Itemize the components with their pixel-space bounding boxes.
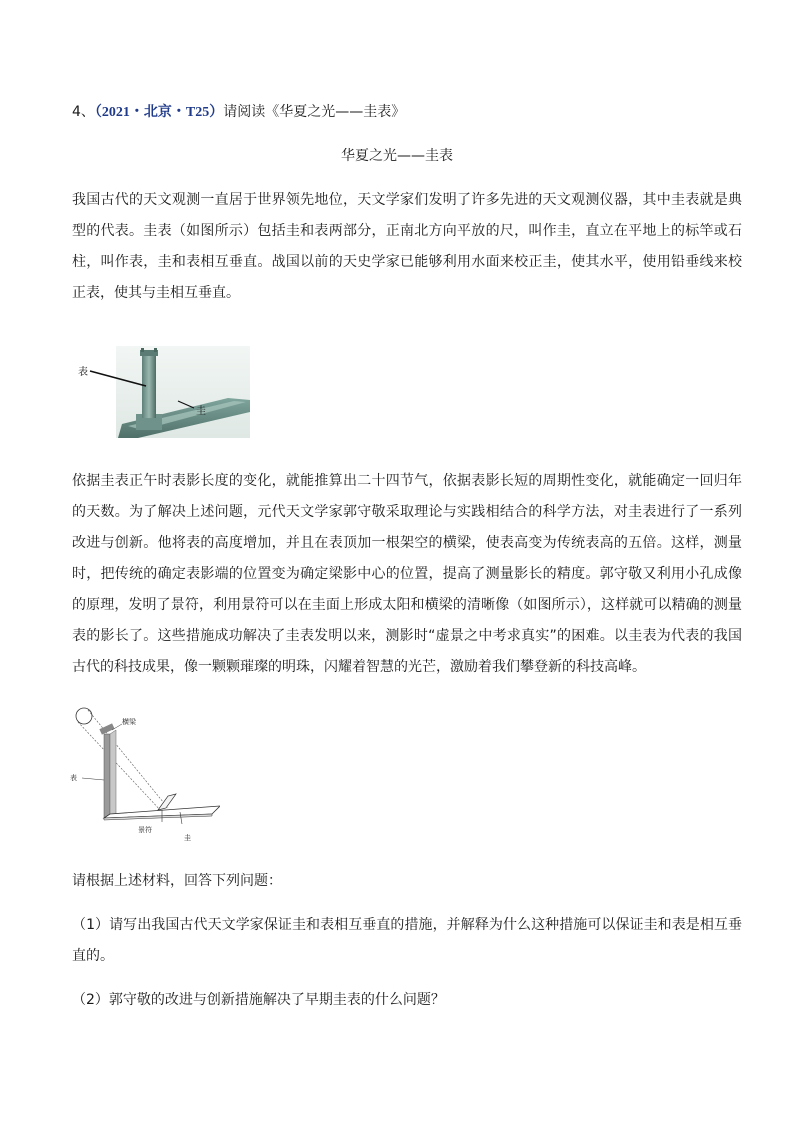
figure2-label-jingfu: 景符 (138, 826, 152, 834)
figure1-label-gui: 圭 (196, 406, 206, 417)
article-paragraph-2: 依据圭表正午时表影长度的变化，就能推算出二十四节气，依据表影长短的周期性变化，就能确定一回归年的天数。为了解决上述问题，元代天文学家郭守敬采取理论与实践相结合的科学方法，对圭表进行了一系列改进与创新。他将表的高度增加，并且在表顶加一根架空的横梁，使表高变为传统表高的五倍。这样，测量时，把传统的确定表影端的位置变为确定梁影中心的位置，提高了测量影长的精度。郭守敬又利用小孔成像的原理，发明了景符，利用景符可以在圭面上形成太阳和横梁的清晰像（如图所示），这样就可以精确的测量表的影长了。这些措施成功解决了圭表发明以来，测影时“虚景之中考求真实”的困难。以圭表为代表的我国古代的科技成果，像一颗颗璀璨的明珠，闪耀着智慧的光芒，激励着我们攀登新的科技高峰。 (72, 473, 742, 675)
figure2-label-gui: 圭 (184, 834, 191, 842)
biao-pillar-shape (142, 356, 156, 418)
jingfu-device-shape (158, 794, 176, 810)
question-number: 4、 (72, 104, 95, 120)
question-2: （2）郭守敬的改进与创新措施解决了早期圭表的什么问题？ (72, 992, 445, 1008)
article-paragraph-1: 我国古代的天文观测一直居于世界领先地位，天文学家们发明了许多先进的天文观测仪器，其中圭表就是典型的代表。圭表（如图所示）包括圭和表两部分，正南北方向平放的尺，叫作圭，直立在平地上的标竿或石柱，叫作表，圭和表相互垂直。战国以前的天史学家已能够利用水面来校正圭，使其水平，使用铅垂线来校正表，使其与圭相互垂直。 (72, 192, 742, 301)
light-ray-lower (78, 722, 162, 812)
guibiao-photo-figure (78, 346, 250, 438)
biao-pole-shape (104, 734, 110, 818)
figure2-label-biao: 表 (70, 774, 77, 782)
article-title: 华夏之光——圭表 (341, 148, 453, 164)
jingfu-schematic-figure (70, 704, 220, 842)
question-header (72, 102, 405, 123)
figure2-label-hengliang: 横梁 (122, 718, 136, 726)
question-source: （2021・北京・T25） (94, 105, 224, 120)
question-1: （1）请写出我国古代天文学家保证圭和表相互垂直的措施，并解释为什么这种措施可以保证圭和表是相互垂直的。 (72, 917, 742, 964)
sun-shape (76, 708, 92, 724)
figure1-label-biao: 表 (78, 367, 88, 378)
question-instruction: 请阅读《华夏之光——圭表》 (223, 104, 406, 120)
questions-prompt: 请根据上述材料，回答下列问题： (72, 873, 282, 889)
